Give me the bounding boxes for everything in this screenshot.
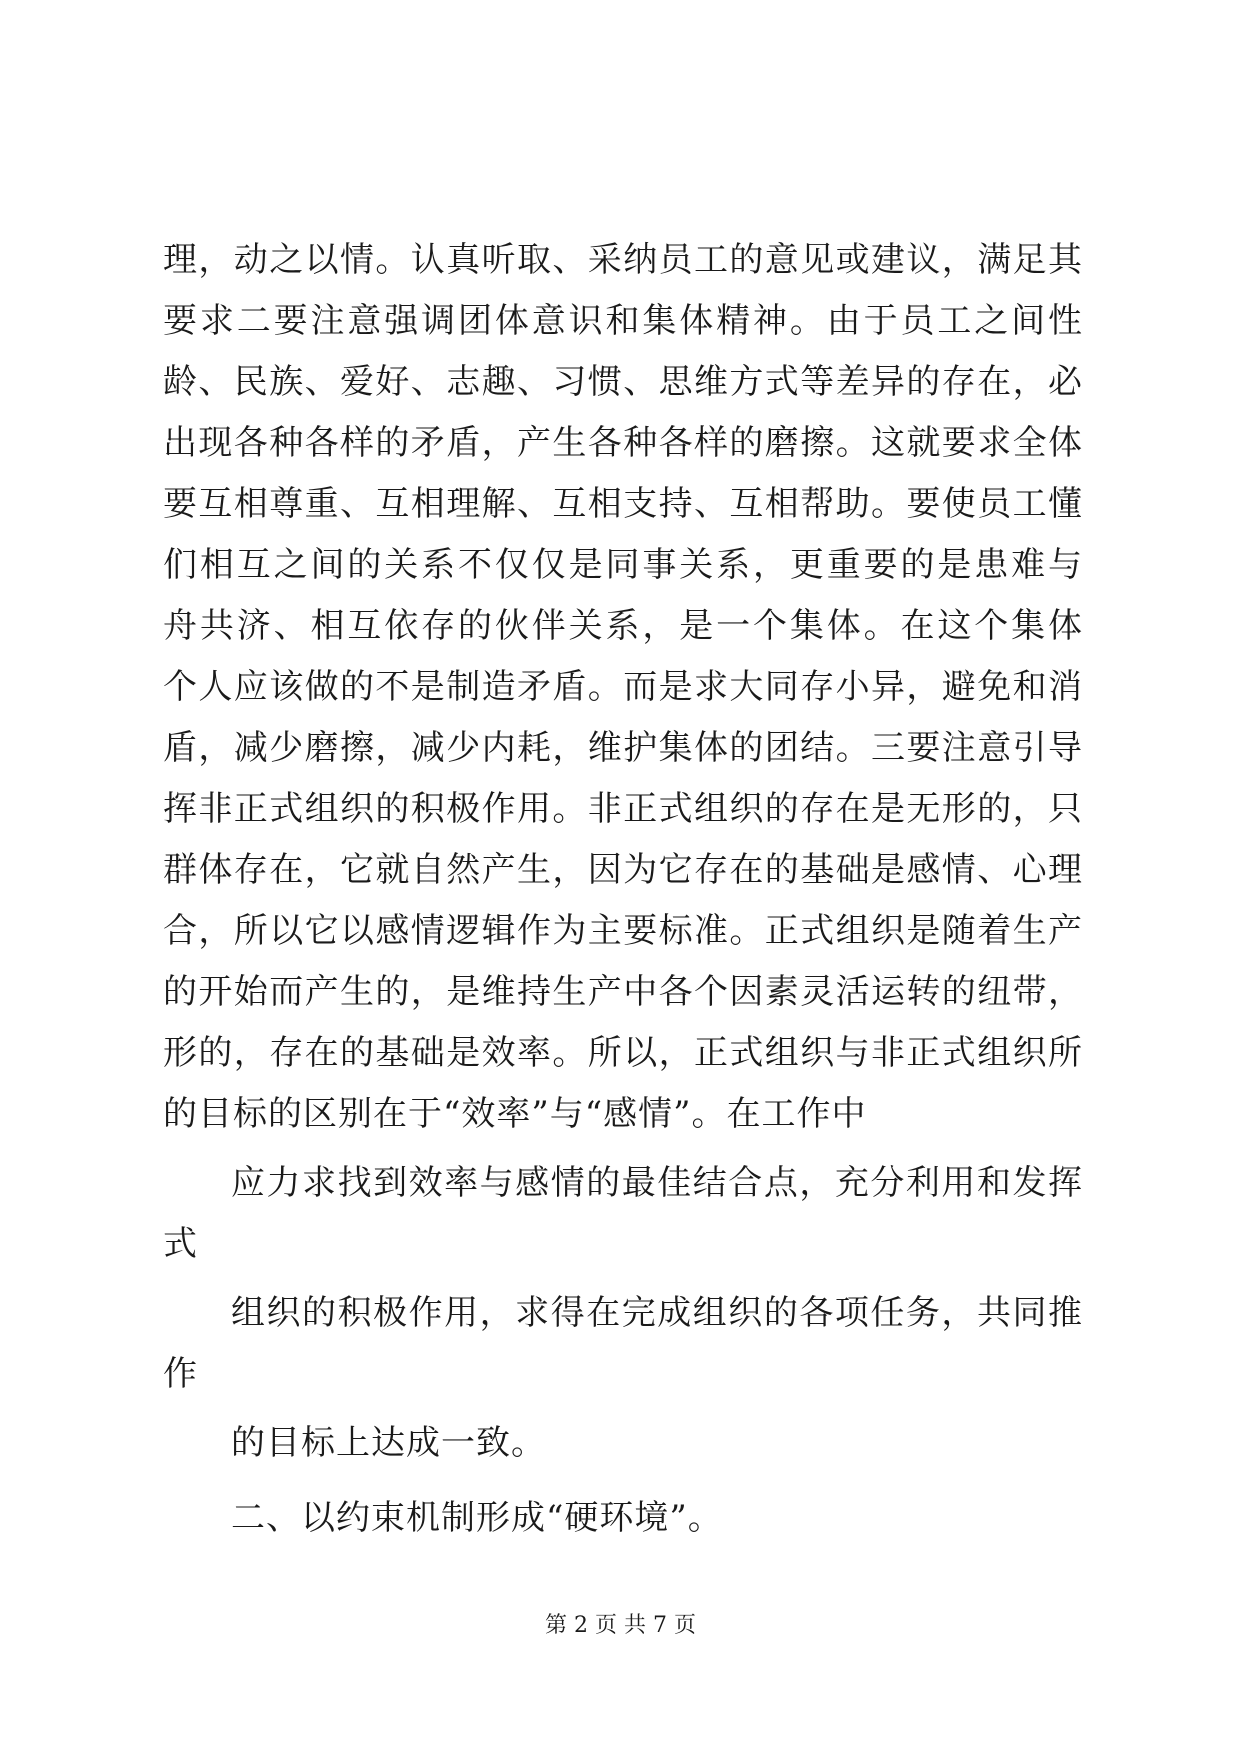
paragraph-line: 的目标的区别在于“效率”与“感情”。在工作中: [163, 1094, 867, 1134]
paragraph-line: 的目标上达成一致。: [231, 1423, 546, 1463]
paragraph-line: 群体存在，它就自然产生，因为它存在的基础是感情、心理: [163, 850, 1083, 890]
paragraph-line: 要互相尊重、互相理解、互相支持、互相帮助。要使员工懂: [163, 484, 1083, 524]
page-number-label: 第 2 页 共 7 页: [545, 1613, 696, 1638]
paragraph-line: 形的，存在的基础是效率。所以，正式组织与非正式组织所: [163, 1033, 1083, 1073]
paragraph-line: 作: [163, 1354, 198, 1394]
paragraph-line: 们相互之间的关系不仅仅是同事关系，更重要的是患难与: [163, 545, 1083, 585]
page-footer: [0, 1608, 1241, 1639]
paragraph-line: 合，所以它以感情逻辑作为主要标准。正式组织是随着生产: [163, 911, 1083, 951]
paragraph-line: 的开始而产生的，是维持生产中各个因素灵活运转的纽带，: [163, 972, 1083, 1012]
paragraph-line: 要求二要注意强调团体意识和集体精神。由于员工之间性: [163, 301, 1083, 341]
paragraph-line: 式: [163, 1224, 198, 1264]
paragraph-line: 理，动之以情。认真听取、采纳员工的意见或建议，满足其: [163, 240, 1083, 280]
paragraph-line: 个人应该做的不是制造矛盾。而是求大同存小异，避免和消: [163, 667, 1083, 707]
paragraph-line: 挥非正式组织的积极作用。非正式组织的存在是无形的，只: [163, 789, 1083, 829]
paragraph-line: 应力求找到效率与感情的最佳结合点，充分利用和发挥: [231, 1163, 1083, 1203]
paragraph-line: 组织的积极作用，求得在完成组织的各项任务，共同推: [231, 1293, 1083, 1333]
paragraph-line: 龄、民族、爱好、志趣、习惯、思维方式等差异的存在，必: [163, 362, 1083, 402]
paragraph-line: 出现各种各样的矛盾，产生各种各样的磨擦。这就要求全体: [163, 423, 1083, 463]
section-heading: 二、以约束机制形成“硬环境”。: [231, 1498, 723, 1538]
body-text: [163, 230, 1083, 1549]
paragraph-line: 盾，减少磨擦，减少内耗，维护集体的团结。三要注意引导: [163, 728, 1083, 768]
paragraph-line: 舟共济、相互依存的伙伴关系，是一个集体。在这个集体: [163, 606, 1083, 646]
